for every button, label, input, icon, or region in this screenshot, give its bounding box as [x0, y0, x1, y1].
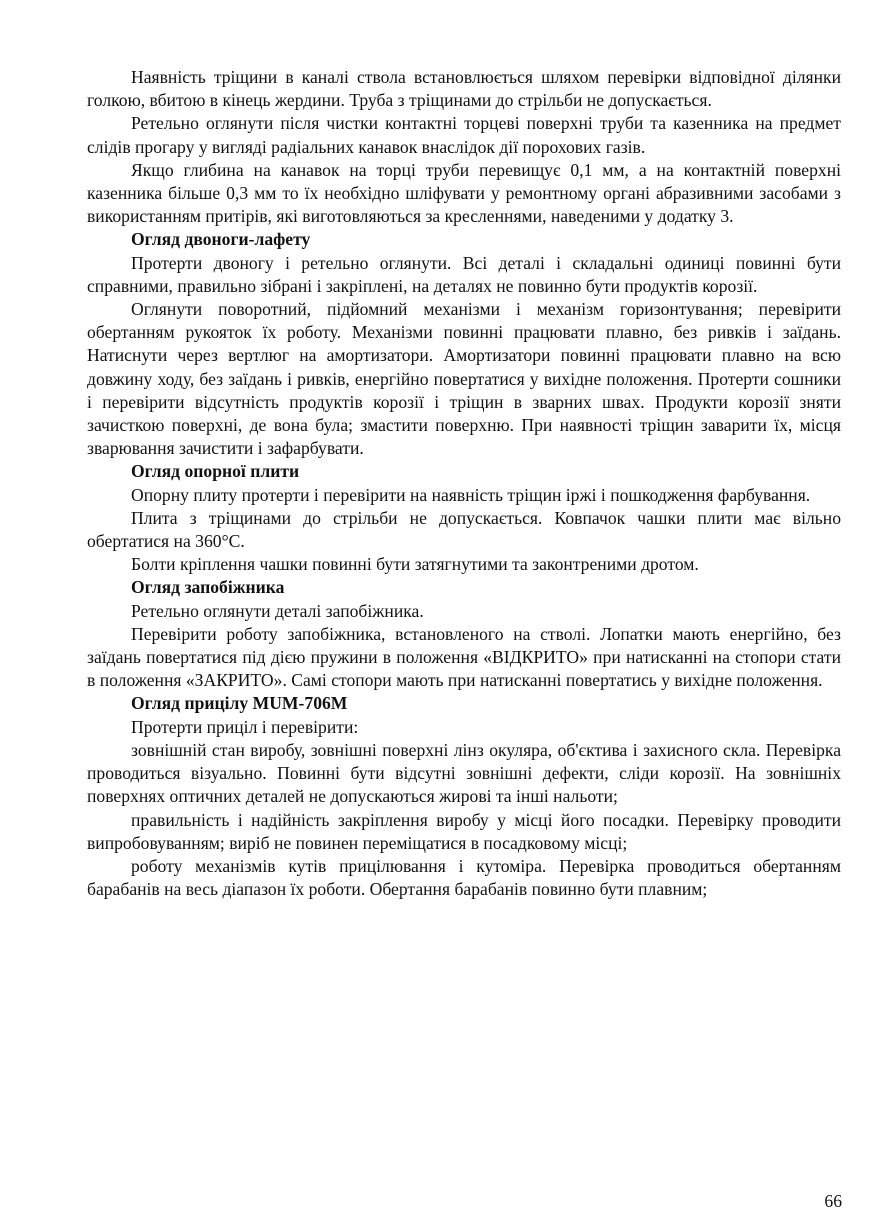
heading-base-plate: Огляд опорної плити [131, 461, 300, 482]
mechanisms-paragraph: Оглянути поворотний, підйомний механізми і механізм горизонтування; перевірити обертанням рукояток їх роботу. Механізми повинні працювати плавно, без ривків і заїдань. Натиснути через вертлюг на амортизатори. Амортизатори повинні працювати плавно на всю довжину ходу, без заїдань і ривків, енергійно повертатися у вихідне положення. Протерти сошники і перевірити відсутність продуктів корозії і тріщин в зварних швах. Продукти корозії зняти зачисткою поверхні, де вона була; змастити поверхню. При наявності тріщин заварити їх, місця зварювання зачистити і зафарбувати. [87, 299, 841, 459]
base-plate-wipe-paragraph: Опорну плиту протерти і перевірити на наявність тріщин іржі і пошкодження фарбування. [131, 484, 811, 505]
heading-safety: Огляд запобіжника [131, 577, 285, 598]
bipod-wipe-paragraph: Протерти двоногу і ретельно оглянути. Всі деталі і складальні одиниці повинні бути справними, правильно зібрані і закріплені, на деталях не повинно бути продуктів корозії. [87, 252, 841, 296]
sight-external-paragraph: зовнішній стан виробу, зовнішні поверхні лінз окуляра, об'єктива і захисного скла. Перевірка проводиться візуально. Повинні бути відсутні зовнішні дефекти, сліди корозії. На зовнішніх поверхнях оптичних деталей не допускаються жирові та інші нальоти; [87, 739, 841, 807]
heading-bipod-carriage: Огляд двоноги-лафету [131, 229, 311, 250]
base-plate-cracks-paragraph: Плита з тріщинами до стрільби не допускається. Ковпачок чашки плити має вільно обертатися на 360°С. [87, 507, 841, 552]
crack-check-paragraph: Наявність тріщини в каналі ствола встановлюється шляхом перевірки відповідної ділянки голкою, вбитою в кінець жердини. Труба з тріщинами до стрільби не допускається. [87, 67, 841, 111]
grinding-paragraph: Якщо глибина на канавок на торці труби перевищує 0,1 мм, а на контактній поверхні казенника більше 0,3 мм то їх необхідно шліфувати у ремонтному органі абразивними засобами з використанням притірів, які виготовляються за кресленнями, наведеними у додатку 3. [87, 159, 841, 227]
safety-inspect-paragraph: Ретельно оглянути деталі запобіжника. [131, 600, 424, 621]
document-page [87, 66, 841, 901]
cup-bolts-paragraph: Болти кріплення чашки повинні бути затягнутими та законтреними дротом. [131, 554, 699, 575]
safety-function-paragraph: Перевірити роботу запобіжника, встановленого на стволі. Лопатки мають енергійно, без заїдань повертатися під дією пружини в положення «ВІДКРИТО» при натисканні на стопори стати в положення «ЗАКРИТО». Самі стопори мають при натисканні повертатись у вихідне положення. [87, 623, 841, 691]
sight-mounting-paragraph: правильність і надійність закріплення виробу у місці його посадки. Перевірку проводити випробовуванням; виріб не повинен переміщатися в посадковому місці; [87, 809, 841, 853]
page-number: 66 [824, 1191, 842, 1211]
sight-mechanisms-paragraph: роботу механізмів кутів прицілювання і кутоміра. Перевірка проводиться обертанням барабанів на весь діапазон їх роботи. Обертання барабанів повинно бути плавним; [87, 855, 841, 900]
sight-wipe-paragraph: Протерти приціл і перевірити: [131, 716, 359, 737]
heading-sight: Огляд прицілу МUМ-706М [131, 693, 348, 714]
contact-surfaces-paragraph: Ретельно оглянути після чистки контактні торцеві поверхні труби та казенника на предмет слідів прогару у вигляді радіальних канавок внаслідок дії порохових газів. [87, 113, 841, 157]
